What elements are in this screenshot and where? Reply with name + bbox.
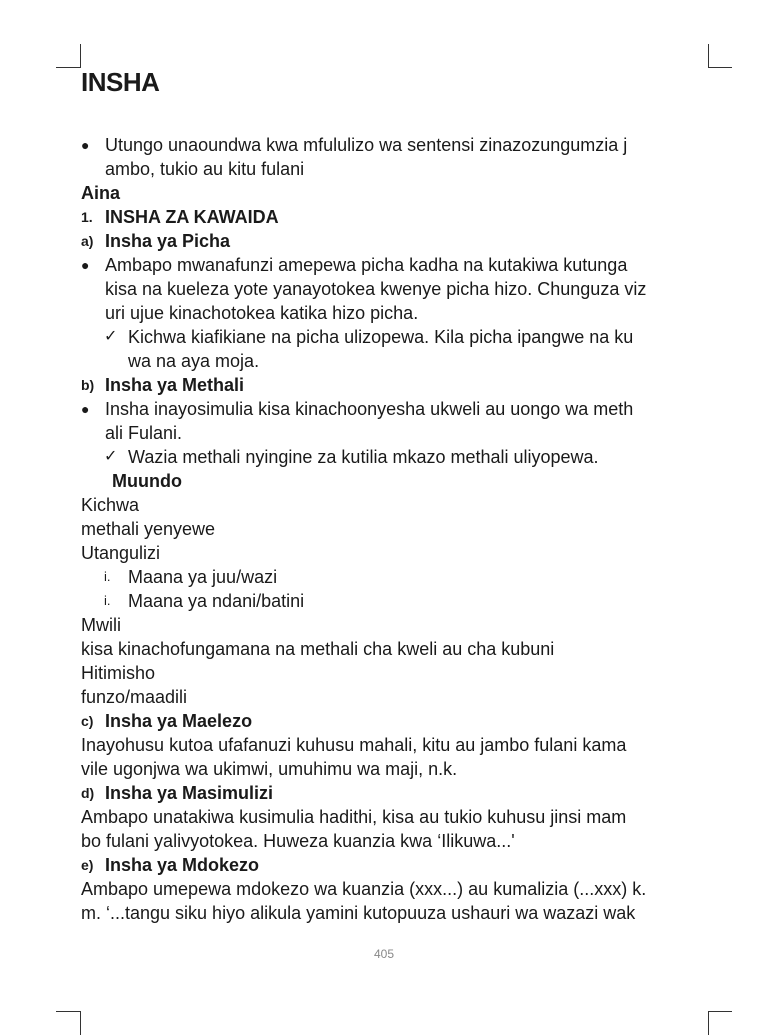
paragraph-line: vile ugonjwa wa ukimwi, umuhimu wa maji, n.k. (81, 759, 458, 779)
intro-bullet-line (81, 157, 711, 181)
bullet-icon: ● (81, 401, 90, 417)
subsection-heading-methali (81, 373, 711, 397)
subsection-heading-text: Insha ya Mdokezo (105, 855, 260, 875)
crop-mark-bottom-right (708, 1011, 709, 1035)
structure-label: Hitimisho (81, 663, 156, 683)
structure-detail: funzo/maadili (81, 687, 188, 707)
document-body (81, 133, 711, 925)
section-number: 1. (81, 209, 93, 225)
check-text: Kichwa kiafikiane na picha ulizopewa. Kila picha ipangwe na ku (128, 327, 634, 347)
bullet-line (81, 301, 711, 325)
subsection-marker: a) (81, 233, 94, 249)
paragraph-line: Ambapo umepewa mdokezo wa kuanzia (xxx...) au kumalizia (...xxx) k. (81, 879, 647, 899)
check-text: wa na aya moja. (128, 351, 260, 371)
crop-mark-top-right (708, 67, 732, 68)
muundo-heading: Muundo (112, 471, 182, 491)
paragraph-line: bo fulani yalivyotokea. Huweza kuanzia kwa ‘Ilikuwa...' (81, 831, 515, 851)
structure-label: Utangulizi (81, 543, 161, 563)
structure-detail: kisa kinachofungamana na methali cha kweli au cha kubuni (81, 639, 555, 659)
bullet-text: Ambapo mwanafunzi amepewa picha kadha na kutakiwa kutunga (105, 255, 628, 275)
subsection-heading-text: Insha ya Picha (105, 231, 231, 251)
subsection-heading-text: Insha ya Methali (105, 375, 245, 395)
bullet-text: ali Fulani. (105, 423, 183, 443)
subsection-marker: b) (81, 377, 95, 393)
crop-mark-bottom-left (80, 1011, 81, 1035)
roman-marker: i. (104, 569, 111, 584)
subsection-marker: d) (81, 785, 95, 801)
check-line (81, 445, 711, 469)
roman-item-text: Maana ya ndani/batini (128, 591, 305, 611)
intro-text: Utungo unaoundwa kwa mfululizo wa sentensi zinazozungumzia j (105, 135, 628, 155)
check-line (81, 349, 711, 373)
bullet-line (81, 421, 711, 445)
subsection-heading-masimulizi (81, 781, 711, 805)
subsection-heading-mdokezo (81, 853, 711, 877)
subsection-heading-text: Insha ya Masimulizi (105, 783, 274, 803)
subsection-marker: c) (81, 713, 94, 729)
roman-list-item (81, 565, 711, 589)
crop-mark-top-left (80, 44, 81, 68)
roman-list-item (81, 589, 711, 613)
checkmark-icon: ✓ (104, 328, 118, 345)
bullet-text: uri ujue kinachotokea katika hizo picha. (105, 303, 419, 323)
bullet-text: kisa na kueleza yote yanayotokea kwenye picha hizo. Chunguza viz (105, 279, 647, 299)
check-text: Wazia methali nyingine za kutilia mkazo methali uliyopewa. (128, 447, 599, 467)
bullet-text: Insha inayosimulia kisa kinachoonyesha ukweli au uongo wa meth (105, 399, 634, 419)
intro-bullet-line (81, 133, 711, 157)
roman-marker: i. (104, 593, 111, 608)
paragraph-line: m. ‘...tangu siku hiyo alikula yamini kutopuuza ushauri wa wazazi wak (81, 903, 636, 923)
subsection-heading-maelezo (81, 709, 711, 733)
bullet-line (81, 253, 711, 277)
roman-item-text: Maana ya juu/wazi (128, 567, 278, 587)
bullet-line (81, 277, 711, 301)
bullet-line (81, 397, 711, 421)
aina-heading: Aina (81, 183, 121, 203)
section-heading (81, 205, 711, 229)
subsection-heading-picha (81, 229, 711, 253)
paragraph-line: Inayohusu kutoa ufafanuzi kuhusu mahali, kitu au jambo fulani kama (81, 735, 627, 755)
subsection-marker: e) (81, 857, 94, 873)
checkmark-icon: ✓ (104, 448, 118, 465)
subsection-heading-text: Insha ya Maelezo (105, 711, 253, 731)
crop-mark-top-right (708, 44, 709, 68)
paragraph-line: Ambapo unatakiwa kusimulia hadithi, kisa au tukio kuhusu jinsi mam (81, 807, 627, 827)
structure-detail: methali yenyewe (81, 519, 216, 539)
structure-label: Mwili (81, 615, 121, 635)
bullet-icon: ● (81, 257, 90, 273)
crop-mark-bottom-left (56, 1011, 80, 1012)
intro-text: ambo, tukio au kitu fulani (105, 159, 305, 179)
check-line (81, 325, 711, 349)
crop-mark-bottom-right (708, 1011, 732, 1012)
structure-label: Kichwa (81, 495, 140, 515)
bullet-icon: ● (81, 137, 90, 153)
crop-mark-top-left (56, 67, 80, 68)
page-title: INSHA (81, 67, 160, 97)
page-number: 405 (373, 947, 395, 961)
section-heading-text: INSHA ZA KAWAIDA (105, 207, 279, 227)
